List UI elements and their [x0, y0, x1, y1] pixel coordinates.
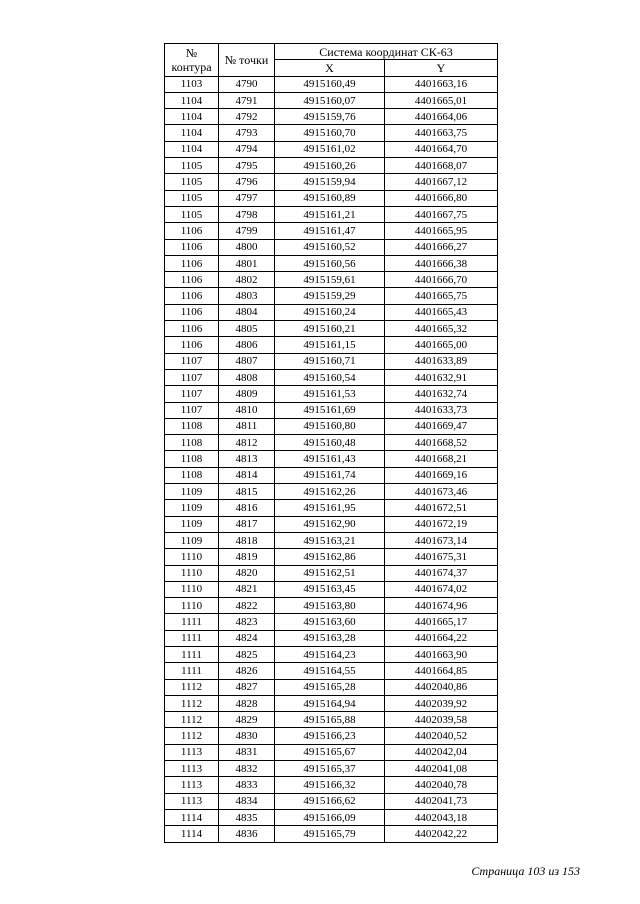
cell-y: 4401633,89: [385, 353, 498, 369]
cell-contour: 1105: [165, 206, 219, 222]
table-row: [165, 190, 498, 206]
cell-contour: 1106: [165, 272, 219, 288]
table-row: [165, 516, 498, 532]
cell-y: 4402040,78: [385, 777, 498, 793]
cell-x: 4915165,28: [275, 679, 385, 695]
table-row: [165, 532, 498, 548]
cell-point: 4812: [219, 435, 275, 451]
cell-contour: 1107: [165, 353, 219, 369]
cell-x: 4915160,52: [275, 239, 385, 255]
cell-y: 4401664,85: [385, 663, 498, 679]
cell-point: 4816: [219, 500, 275, 516]
cell-point: 4834: [219, 793, 275, 809]
cell-y: 4401665,17: [385, 614, 498, 630]
cell-x: 4915160,48: [275, 435, 385, 451]
cell-y: 4401666,27: [385, 239, 498, 255]
cell-x: 4915160,71: [275, 353, 385, 369]
cell-point: 4815: [219, 484, 275, 500]
cell-contour: 1109: [165, 532, 219, 548]
cell-point: 4811: [219, 418, 275, 434]
cell-y: 4402040,86: [385, 679, 498, 695]
cell-contour: 1104: [165, 109, 219, 125]
cell-contour: 1112: [165, 679, 219, 695]
cell-point: 4798: [219, 206, 275, 222]
cell-y: 4401665,01: [385, 92, 498, 108]
table-row: [165, 581, 498, 597]
cell-x: 4915161,74: [275, 467, 385, 483]
cell-contour: 1111: [165, 663, 219, 679]
table-row: [165, 337, 498, 353]
cell-point: 4828: [219, 695, 275, 711]
table-row: [165, 288, 498, 304]
cell-point: 4818: [219, 532, 275, 548]
cell-point: 4794: [219, 141, 275, 157]
cell-contour: 1114: [165, 826, 219, 842]
cell-point: 4814: [219, 467, 275, 483]
cell-contour: 1107: [165, 386, 219, 402]
cell-x: 4915160,54: [275, 369, 385, 385]
cell-y: 4401669,47: [385, 418, 498, 434]
cell-contour: 1106: [165, 223, 219, 239]
cell-contour: 1109: [165, 516, 219, 532]
cell-y: 4401672,51: [385, 500, 498, 516]
table-row: [165, 744, 498, 760]
cell-point: 4829: [219, 712, 275, 728]
table-row: [165, 272, 498, 288]
cell-contour: 1108: [165, 451, 219, 467]
cell-x: 4915161,43: [275, 451, 385, 467]
cell-point: 4821: [219, 581, 275, 597]
cell-point: 4836: [219, 826, 275, 842]
cell-point: 4797: [219, 190, 275, 206]
table-row: [165, 255, 498, 271]
cell-y: 4401674,96: [385, 598, 498, 614]
table-row: [165, 321, 498, 337]
cell-y: 4401673,14: [385, 532, 498, 548]
cell-y: 4402041,08: [385, 761, 498, 777]
cell-point: 4793: [219, 125, 275, 141]
cell-contour: 1108: [165, 418, 219, 434]
cell-contour: 1111: [165, 614, 219, 630]
cell-point: 4817: [219, 516, 275, 532]
cell-y: 4402040,52: [385, 728, 498, 744]
cell-point: 4835: [219, 809, 275, 825]
cell-point: 4805: [219, 321, 275, 337]
cell-point: 4826: [219, 663, 275, 679]
cell-x: 4915159,94: [275, 174, 385, 190]
cell-x: 4915160,49: [275, 76, 385, 92]
cell-contour: 1110: [165, 581, 219, 597]
table-row: [165, 793, 498, 809]
cell-point: 4796: [219, 174, 275, 190]
header-coordinate-system: Система координат СК-63: [275, 44, 498, 60]
cell-point: 4831: [219, 744, 275, 760]
cell-point: 4810: [219, 402, 275, 418]
table-row: [165, 402, 498, 418]
table-row: [165, 239, 498, 255]
page-number: Страница 103 из 153: [471, 864, 580, 878]
table-row: [165, 598, 498, 614]
table-body: [165, 76, 498, 842]
table-row: [165, 435, 498, 451]
header-contour-number-word: контура: [171, 59, 212, 74]
cell-point: 4791: [219, 92, 275, 108]
table-header: [165, 44, 498, 77]
cell-y: 4402039,92: [385, 695, 498, 711]
cell-point: 4830: [219, 728, 275, 744]
cell-contour: 1103: [165, 76, 219, 92]
cell-contour: 1105: [165, 158, 219, 174]
cell-y: 4401668,07: [385, 158, 498, 174]
table-row: [165, 125, 498, 141]
cell-x: 4915161,15: [275, 337, 385, 353]
cell-x: 4915161,21: [275, 206, 385, 222]
cell-y: 4401669,16: [385, 467, 498, 483]
cell-contour: 1113: [165, 777, 219, 793]
cell-x: 4915161,02: [275, 141, 385, 157]
cell-y: 4401675,31: [385, 549, 498, 565]
cell-contour: 1104: [165, 92, 219, 108]
table-row: [165, 549, 498, 565]
cell-contour: 1110: [165, 549, 219, 565]
table-row: [165, 467, 498, 483]
cell-contour: 1106: [165, 255, 219, 271]
cell-y: 4401666,80: [385, 190, 498, 206]
table-row: [165, 679, 498, 695]
table-row: [165, 695, 498, 711]
cell-x: 4915161,69: [275, 402, 385, 418]
header-contour-number: [165, 44, 219, 77]
cell-y: 4402042,22: [385, 826, 498, 842]
table-row: [165, 826, 498, 842]
cell-x: 4915160,80: [275, 418, 385, 434]
cell-contour: 1106: [165, 239, 219, 255]
table-row: [165, 712, 498, 728]
cell-x: 4915165,79: [275, 826, 385, 842]
cell-y: 4402042,04: [385, 744, 498, 760]
cell-y: 4401663,90: [385, 646, 498, 662]
cell-point: 4803: [219, 288, 275, 304]
cell-point: 4825: [219, 646, 275, 662]
table-row: [165, 565, 498, 581]
cell-contour: 1105: [165, 174, 219, 190]
table-row: [165, 451, 498, 467]
cell-y: 4401665,95: [385, 223, 498, 239]
cell-contour: 1112: [165, 728, 219, 744]
cell-point: 4827: [219, 679, 275, 695]
cell-x: 4915163,21: [275, 532, 385, 548]
header-x: X: [275, 60, 385, 76]
cell-contour: 1112: [165, 712, 219, 728]
cell-y: 4401663,75: [385, 125, 498, 141]
cell-point: 4790: [219, 76, 275, 92]
table-row: [165, 206, 498, 222]
cell-y: 4401664,22: [385, 630, 498, 646]
cell-point: 4832: [219, 761, 275, 777]
cell-contour: 1106: [165, 304, 219, 320]
cell-point: 4802: [219, 272, 275, 288]
cell-contour: 1113: [165, 761, 219, 777]
cell-contour: 1111: [165, 630, 219, 646]
cell-y: 4401666,70: [385, 272, 498, 288]
cell-point: 4813: [219, 451, 275, 467]
cell-contour: 1110: [165, 565, 219, 581]
cell-x: 4915160,21: [275, 321, 385, 337]
cell-contour: 1106: [165, 337, 219, 353]
cell-x: 4915160,07: [275, 92, 385, 108]
table-row: [165, 761, 498, 777]
cell-contour: 1105: [165, 190, 219, 206]
cell-contour: 1107: [165, 402, 219, 418]
table-row: [165, 304, 498, 320]
table-row: [165, 728, 498, 744]
table-row: [165, 646, 498, 662]
cell-y: 4401632,91: [385, 369, 498, 385]
cell-y: 4401667,12: [385, 174, 498, 190]
table-row: [165, 109, 498, 125]
cell-y: 4401665,00: [385, 337, 498, 353]
cell-y: 4401666,38: [385, 255, 498, 271]
cell-x: 4915161,47: [275, 223, 385, 239]
cell-x: 4915159,29: [275, 288, 385, 304]
cell-contour: 1106: [165, 321, 219, 337]
cell-x: 4915162,90: [275, 516, 385, 532]
cell-contour: 1112: [165, 695, 219, 711]
cell-point: 4822: [219, 598, 275, 614]
table-row: [165, 418, 498, 434]
table-row: [165, 500, 498, 516]
cell-contour: 1109: [165, 484, 219, 500]
cell-x: 4915162,86: [275, 549, 385, 565]
table-row: [165, 777, 498, 793]
cell-y: 4401672,19: [385, 516, 498, 532]
cell-x: 4915163,60: [275, 614, 385, 630]
cell-x: 4915163,45: [275, 581, 385, 597]
cell-x: 4915166,32: [275, 777, 385, 793]
table-row: [165, 663, 498, 679]
cell-point: 4804: [219, 304, 275, 320]
cell-x: 4915164,55: [275, 663, 385, 679]
cell-x: 4915162,26: [275, 484, 385, 500]
cell-y: 4401674,37: [385, 565, 498, 581]
table-row: [165, 630, 498, 646]
table-row: [165, 223, 498, 239]
header-y: Y: [385, 60, 498, 76]
cell-y: 4401668,52: [385, 435, 498, 451]
cell-point: 4801: [219, 255, 275, 271]
cell-y: 4402041,73: [385, 793, 498, 809]
cell-point: 4824: [219, 630, 275, 646]
table-row: [165, 484, 498, 500]
cell-contour: 1107: [165, 369, 219, 385]
cell-point: 4809: [219, 386, 275, 402]
cell-x: 4915160,70: [275, 125, 385, 141]
cell-x: 4915160,24: [275, 304, 385, 320]
cell-y: 4401665,32: [385, 321, 498, 337]
cell-point: 4792: [219, 109, 275, 125]
cell-y: 4401663,16: [385, 76, 498, 92]
cell-x: 4915159,61: [275, 272, 385, 288]
cell-x: 4915163,80: [275, 598, 385, 614]
cell-y: 4401632,74: [385, 386, 498, 402]
table-row: [165, 809, 498, 825]
cell-x: 4915161,53: [275, 386, 385, 402]
cell-contour: 1110: [165, 598, 219, 614]
cell-contour: 1109: [165, 500, 219, 516]
cell-point: 4823: [219, 614, 275, 630]
table-row: [165, 353, 498, 369]
cell-point: 4799: [219, 223, 275, 239]
header-point-number: № точки: [219, 44, 275, 77]
cell-point: 4795: [219, 158, 275, 174]
table-row: [165, 141, 498, 157]
cell-y: 4401633,73: [385, 402, 498, 418]
cell-y: 4401665,43: [385, 304, 498, 320]
cell-y: 4402043,18: [385, 809, 498, 825]
cell-x: 4915161,95: [275, 500, 385, 516]
cell-y: 4402039,58: [385, 712, 498, 728]
cell-y: 4401664,06: [385, 109, 498, 125]
cell-x: 4915163,28: [275, 630, 385, 646]
cell-contour: 1114: [165, 809, 219, 825]
table-row: [165, 92, 498, 108]
cell-x: 4915164,23: [275, 646, 385, 662]
cell-point: 4808: [219, 369, 275, 385]
cell-point: 4819: [219, 549, 275, 565]
cell-x: 4915166,62: [275, 793, 385, 809]
cell-x: 4915160,26: [275, 158, 385, 174]
cell-y: 4401665,75: [385, 288, 498, 304]
cell-y: 4401673,46: [385, 484, 498, 500]
table-row: [165, 386, 498, 402]
cell-contour: 1108: [165, 467, 219, 483]
cell-x: 4915160,89: [275, 190, 385, 206]
cell-x: 4915165,67: [275, 744, 385, 760]
cell-y: 4401674,02: [385, 581, 498, 597]
cell-x: 4915165,37: [275, 761, 385, 777]
cell-contour: 1104: [165, 141, 219, 157]
coordinates-table: [164, 43, 498, 843]
cell-point: 4807: [219, 353, 275, 369]
cell-contour: 1106: [165, 288, 219, 304]
cell-x: 4915164,94: [275, 695, 385, 711]
cell-y: 4401664,70: [385, 141, 498, 157]
cell-x: 4915166,09: [275, 809, 385, 825]
table-row: [165, 614, 498, 630]
cell-contour: 1108: [165, 435, 219, 451]
cell-contour: 1113: [165, 744, 219, 760]
cell-point: 4800: [219, 239, 275, 255]
table-row: [165, 369, 498, 385]
cell-point: 4806: [219, 337, 275, 353]
table-row: [165, 76, 498, 92]
cell-contour: 1113: [165, 793, 219, 809]
cell-x: 4915159,76: [275, 109, 385, 125]
cell-x: 4915160,56: [275, 255, 385, 271]
cell-x: 4915166,23: [275, 728, 385, 744]
header-contour-number-symbol: №: [185, 45, 198, 60]
cell-point: 4833: [219, 777, 275, 793]
cell-y: 4401668,21: [385, 451, 498, 467]
table-row: [165, 158, 498, 174]
cell-contour: 1111: [165, 646, 219, 662]
cell-x: 4915165,88: [275, 712, 385, 728]
cell-x: 4915162,51: [275, 565, 385, 581]
table-row: [165, 174, 498, 190]
cell-point: 4820: [219, 565, 275, 581]
cell-y: 4401667,75: [385, 206, 498, 222]
cell-contour: 1104: [165, 125, 219, 141]
